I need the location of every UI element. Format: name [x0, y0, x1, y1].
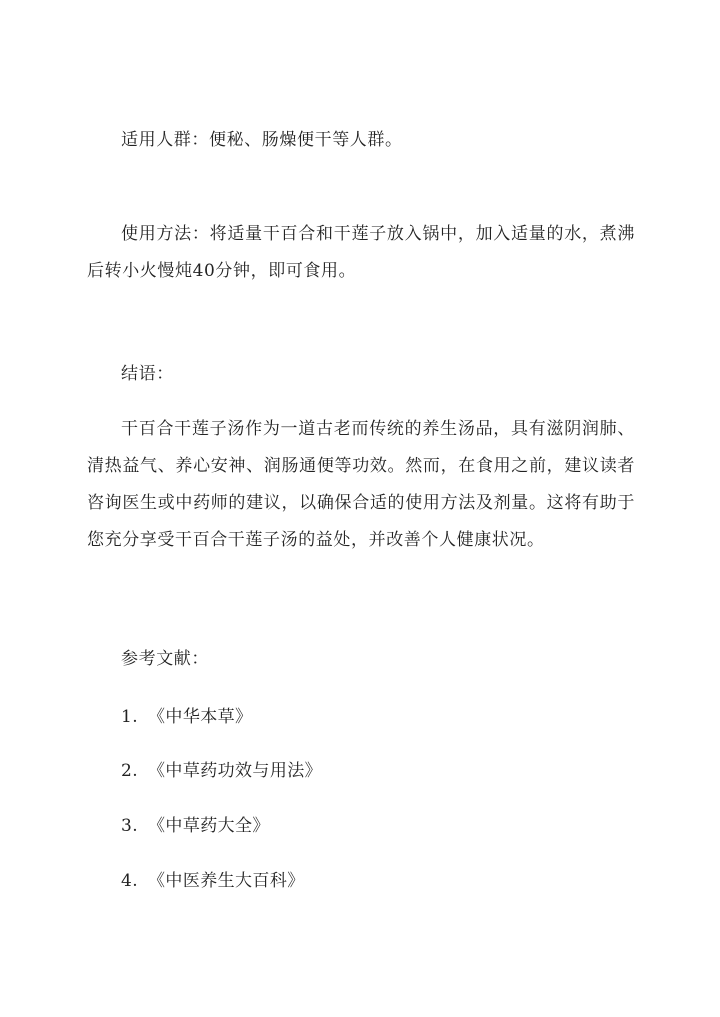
reference-number: 1.: [121, 707, 139, 727]
reference-title: 《中草药大全》: [148, 816, 270, 836]
usage-paragraph: 使用方法：将适量干百合和干莲子放入锅中，加入适量的水，煮沸后转小火慢炖40分钟，即可食用。: [87, 224, 635, 281]
reference-title: 《中草药功效与用法》: [148, 761, 323, 781]
reference-number: 4.: [121, 871, 139, 891]
reference-item: [121, 705, 252, 729]
reference-title: 《中医养生大百科》: [148, 871, 305, 891]
audience-paragraph: 适用人群：便秘、肠燥便干等人群。: [121, 130, 403, 150]
reference-number: 3.: [121, 816, 139, 836]
conclusion-heading: 结语：: [121, 364, 174, 384]
references-heading: 参考文献：: [121, 649, 209, 669]
reference-title: 《中华本草》: [148, 707, 253, 727]
reference-item: [121, 814, 270, 838]
conclusion-paragraph: 干百合干莲子汤作为一道古老而传统的养生汤品，具有滋阴润肺、清热益气、养心安神、润肠通便等功效。然而，在食用之前，建议读者咨询医生或中药师的建议，以确保合适的使用方法及剂量。这将有助于您充分享受干百合干莲子汤的益处，并改善个人健康状况。: [87, 419, 635, 550]
reference-number: 2.: [121, 761, 139, 781]
reference-item: [121, 759, 322, 783]
reference-item: [121, 869, 305, 893]
